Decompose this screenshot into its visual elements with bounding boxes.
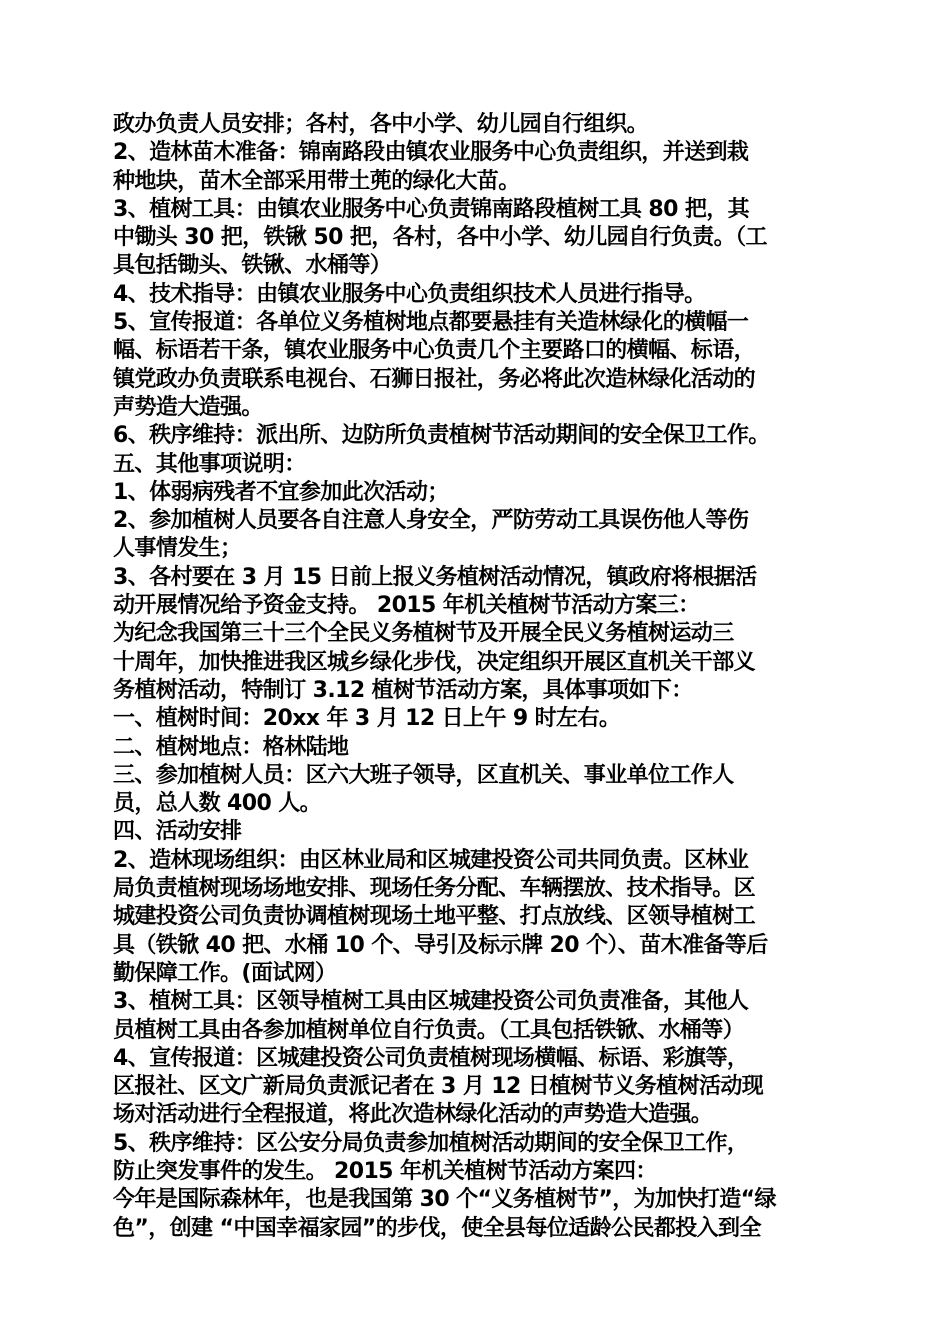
text-line: 防止突发事件的发生。 2015 年机关植树节活动方案四：: [113, 1158, 657, 1184]
text-line: 3、植树工具：区领导植树工具由区城建投资公司负责准备，其他人: [113, 989, 749, 1015]
text-line: 3、植树工具：由镇农业服务中心负责锦南路段植树工具 80 把，其: [113, 196, 750, 222]
text-line: 6、秩序维持：派出所、边防所负责植树节活动期间的安全保卫工作。: [113, 423, 770, 449]
text-line: 2、造林现场组织：由区林业局和区城建投资公司共同负责。区林业: [113, 847, 749, 873]
text-line: 具（铁锨 40 把、水桶 10 个、导引及标示牌 20 个）、苗木准备等后: [113, 932, 768, 958]
section-heading: 一、植树时间：20xx 年 3 月 12 日上午 9 时左右。: [113, 706, 621, 732]
text-line: 幅、标语若干条，镇农业服务中心负责几个主要路口的横幅、标语，: [113, 338, 756, 364]
text-line: 2、造林苗木准备：锦南路段由镇农业服务中心负责组织，并送到栽: [113, 140, 749, 166]
text-line: 3、各村要在 3 月 15 日前上报义务植树活动情况，镇政府将根据活: [113, 564, 757, 590]
text-line: 勤保障工作。(面试网）: [113, 960, 337, 986]
text-line: 5、宣传报道：各单位义务植树地点都要悬挂有关造林绿化的横幅一: [113, 310, 749, 336]
text-line: 种地块，苗木全部采用带土蔸的绿化大苗。: [113, 168, 520, 194]
document-body: [113, 111, 843, 1243]
text-line: 为纪念我国第三十三个全民义务植树节及开展全民义务植树运动三: [113, 621, 734, 647]
text-line: 员植树工具由各参加植树单位自行负责。（工具包括铁锨、水桶等）: [113, 1017, 745, 1043]
text-line: 局负责植树现场场地安排、现场任务分配、车辆摆放、技术指导。区: [113, 876, 756, 902]
text-line: 务植树活动，特制订 3.12 植树节活动方案，具体事项如下：: [113, 677, 693, 703]
text-line: 声势造大造强。: [113, 394, 263, 420]
text-line: 政办负责人员安排；各村，各中小学、幼儿园自行组织。: [113, 112, 649, 137]
text-line: 5、秩序维持：区公安分局负责参加植树活动期间的安全保卫工作，: [113, 1130, 749, 1156]
text-line: 区报社、区文广新局负责派记者在 3 月 12 日植树节义务植树活动现: [113, 1074, 764, 1100]
text-line: 动开展情况给予资金支持。 2015 年机关植树节活动方案三：: [113, 593, 700, 619]
section-heading: 三、参加植树人员：区六大班子领导，区直机关、事业单位工作人: [113, 762, 734, 788]
text-line: 镇党政办负责联系电视台、石狮日报社，务必将此次造林绿化活动的: [113, 366, 756, 392]
section-heading: 二、植树地点：格林陆地: [113, 734, 349, 760]
text-line: 中锄头 30 把，铁锹 50 把，各村，各中小学、幼儿园自行负责。（工: [113, 225, 767, 251]
text-line: 人事情发生；: [113, 536, 242, 562]
text-line: 场对活动进行全程报道，将此次造林绿化活动的声势造大造强。: [113, 1102, 713, 1128]
text-line: 2、参加植树人员要各自注意人身安全，严防劳动工具误伤他人等伤: [113, 508, 749, 534]
text-line: 十周年，加快推进我区城乡绿化步伐，决定组织开展区直机关干部义: [113, 649, 756, 675]
text-line: 今年是国际森林年，也是我国第 30 个“义务植树节”，为加快打造“绿: [113, 1187, 776, 1213]
text-line: 1、体弱病残者不宜参加此次活动；: [113, 479, 449, 505]
section-heading: 五、其他事项说明：: [113, 451, 306, 477]
text-line: 色”，创建 “中国幸福家园”的步伐，使全县每位适龄公民都投入到全: [113, 1215, 761, 1241]
text-line: 4、宣传报道：区城建投资公司负责植树现场横幅、标语、彩旗等，: [113, 1045, 749, 1071]
text-line: 城建投资公司负责协调植树现场土地平整、打点放线、区领导植树工: [113, 904, 756, 930]
text-line: 员，总人数 400 人。: [113, 791, 322, 817]
text-line: 具包括锄头、铁锹、水桶等）: [113, 253, 392, 279]
section-heading: 四、活动安排: [113, 819, 242, 845]
text-line: 4、技术指导：由镇农业服务中心负责组织技术人员进行指导。: [113, 281, 706, 307]
